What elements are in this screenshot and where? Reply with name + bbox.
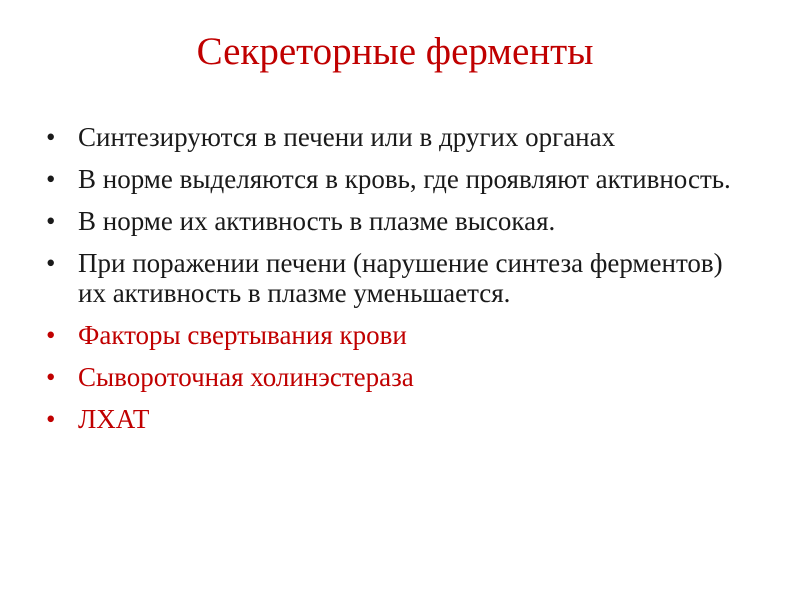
bullet-icon: •	[46, 206, 56, 236]
slide-title: Секреторные ферменты	[196, 30, 594, 73]
bullet-item	[44, 248, 754, 308]
bullet-icon: •	[46, 362, 56, 392]
bullet-icon: •	[46, 164, 56, 194]
bullet-item	[44, 122, 754, 152]
bullet-text: Синтезируются в печени или в других органах	[78, 122, 616, 152]
bullet-text: В норме выделяются в кровь, где проявляют активность.	[78, 164, 731, 194]
bullet-item	[44, 164, 754, 194]
bullet-text: Сывороточная холинэстераза	[78, 362, 414, 392]
bullet-item	[44, 320, 754, 350]
bullet-list	[44, 122, 754, 446]
bullet-icon: •	[46, 248, 56, 278]
bullet-item	[44, 362, 754, 392]
bullet-item	[44, 206, 754, 236]
bullet-icon: •	[46, 320, 56, 350]
bullet-icon: •	[46, 122, 56, 152]
bullet-icon: •	[46, 404, 56, 434]
bullet-text: При поражении печени (нарушение синтеза ферментов) их активность в плазме уменьшается.	[78, 248, 723, 308]
bullet-text: ЛХАТ	[78, 404, 150, 434]
bullet-text: В норме их активность в плазме высокая.	[78, 206, 556, 236]
bullet-item	[44, 404, 754, 434]
bullet-text: Факторы свертывания крови	[78, 320, 407, 350]
